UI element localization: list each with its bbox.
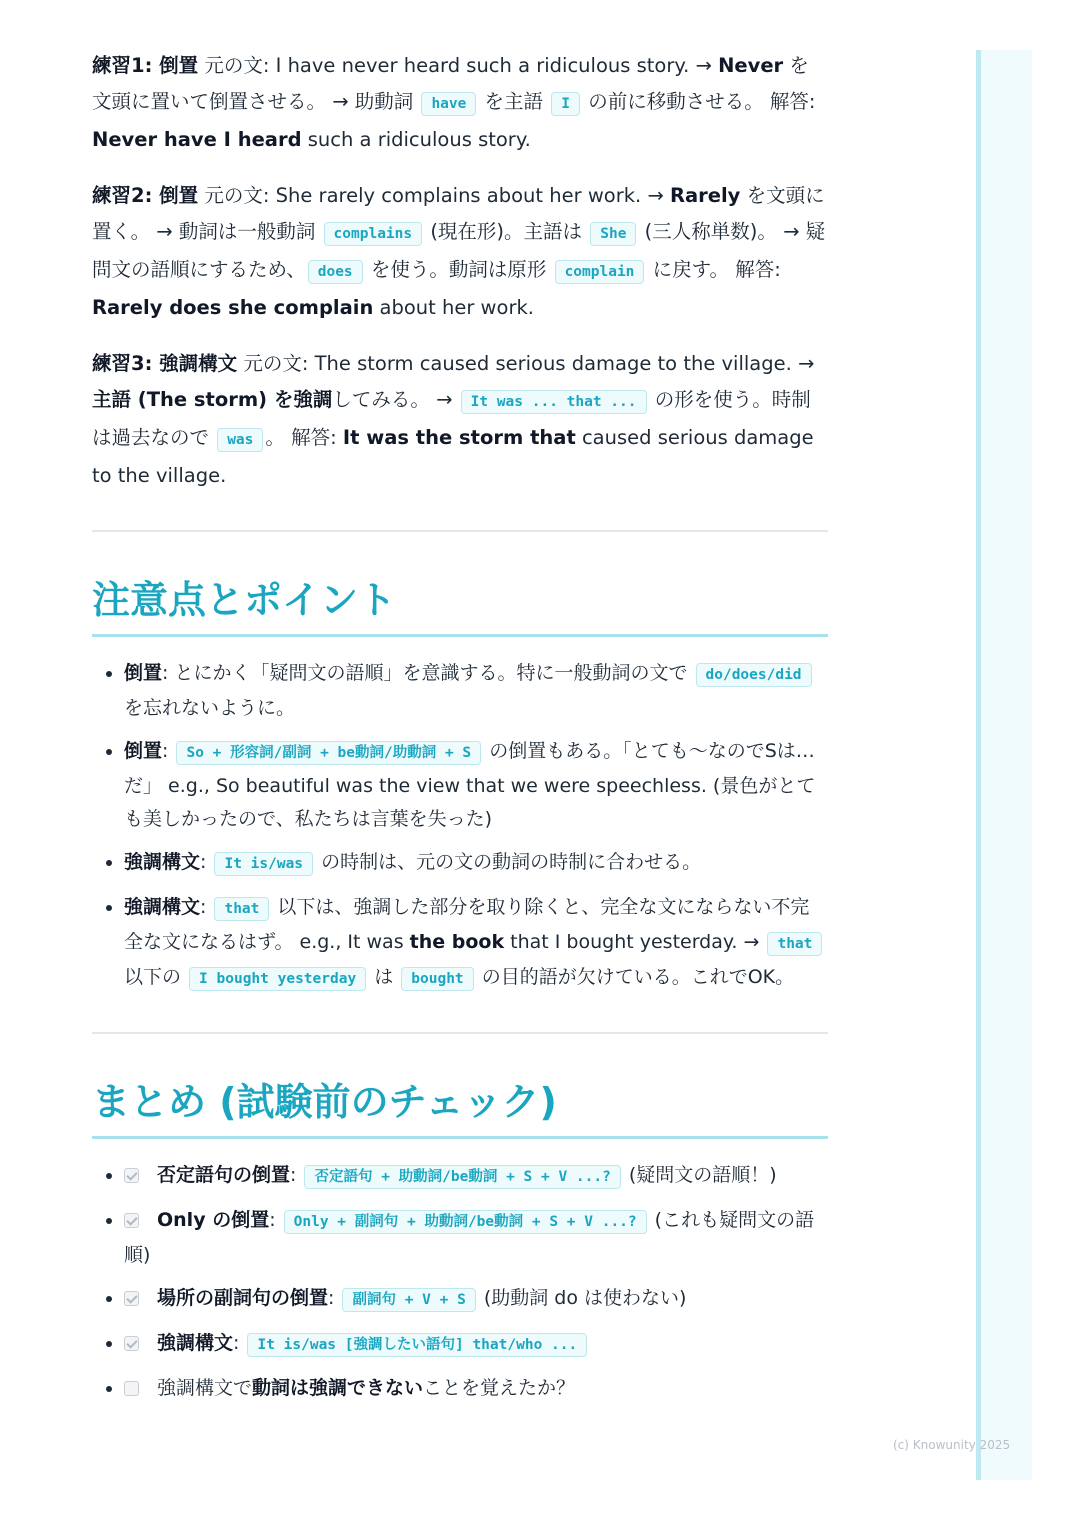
text: : [328, 1287, 341, 1309]
text: : [269, 1209, 282, 1231]
exercise-label: 練習3: 強調構文 [92, 352, 238, 375]
inline-code: 副詞句 + V + S [342, 1288, 475, 1312]
text: の形を使う。時制は過去なので [92, 388, 811, 449]
answer-bold: It was the storm that [342, 426, 576, 449]
inline-code: She [590, 222, 636, 246]
checklist-item [124, 1159, 828, 1194]
copyright-footer: (c) Knowunity 2025 [893, 1438, 1011, 1452]
text: に戻す。 解答: [646, 258, 781, 281]
text: を文頭に置いて倒置させる。 → 助動詞 [92, 54, 809, 113]
answer-bold: Never have I heard [92, 128, 302, 151]
bold-text: Never [718, 54, 784, 77]
checklist-item [124, 1204, 828, 1272]
checklist [92, 1159, 828, 1405]
section-divider [92, 1032, 828, 1034]
item-label: 強調構文 [124, 851, 201, 873]
text: 。 解答: [265, 426, 343, 449]
inline-code: So + 形容詞/副詞 + be動詞/助動詞 + S [176, 741, 481, 765]
answer-bold: Rarely does she complain [92, 296, 374, 319]
text: の時制は、元の文の動詞の時制に合わせる。 [315, 851, 702, 873]
bold-text: the book [409, 931, 505, 953]
text: を主語 [478, 90, 550, 113]
text: that I bought yesterday. → [504, 931, 766, 953]
item-label: 場所の副詞句の倒置 [157, 1287, 329, 1309]
list-item [124, 846, 828, 881]
inline-code: It is/was [強調したい語句] that/who ... [247, 1333, 587, 1357]
inline-code: that [214, 897, 269, 921]
inline-code: that [767, 932, 822, 956]
checkbox-checked[interactable] [124, 1168, 139, 1183]
inline-code: does [308, 260, 363, 284]
inline-code: was [217, 428, 263, 452]
text: (三人称単数)。 → 疑問文の語順にするため、 [92, 220, 826, 281]
section-divider [92, 530, 828, 532]
inline-code: bought [401, 967, 473, 991]
document-content [92, 48, 828, 1415]
right-sidebar-panel [976, 50, 1032, 1480]
item-label: 否定語句の倒置 [157, 1164, 291, 1186]
inline-code: have [421, 92, 476, 116]
checkbox-checked[interactable] [124, 1336, 139, 1351]
checkbox-unchecked[interactable] [124, 1381, 139, 1396]
text: such a ridiculous story. [301, 128, 531, 151]
text: の前に移動させる。 解答: [582, 90, 816, 113]
text: 以下の [124, 966, 188, 988]
inline-code: complains [324, 222, 423, 246]
text: してみる。 → [332, 388, 459, 411]
text: 元の文: The storm caused serious damage to the village. → [237, 352, 815, 375]
text: : [200, 851, 213, 873]
inline-code: It is/was [214, 852, 313, 876]
inline-code: do/does/did [696, 663, 812, 687]
text: の倒置もある。「とても〜なのでSは…だ」 e.g., So beautiful was the view that we were speechless. (景色がとても美しかったので、私たちは言葉を失った) [124, 740, 816, 830]
exercise-3 [92, 346, 828, 494]
bold-text: 主語 (The storm) を強調 [92, 388, 333, 411]
text: 元の文: I have never heard such a ridiculous story. → [198, 54, 719, 77]
exercise-label: 練習1: 倒置 [92, 54, 199, 77]
text: 強調構文で [157, 1377, 253, 1399]
text: (これも疑問文の語順) [124, 1209, 815, 1266]
points-list [92, 657, 828, 996]
text: 以下は、強調した部分を取り除くと、完全な文にならない不完全な文になるはず。 e.g., It was [124, 896, 810, 953]
exercise-2 [92, 178, 828, 326]
text: : とにかく「疑問文の語順」を意識する。特に一般動詞の文で [162, 662, 694, 684]
text: を使う。動詞は原形 [364, 258, 553, 281]
inline-code: 否定語句 + 助動詞/be動詞 + S + V ...? [304, 1165, 620, 1189]
item-label: 強調構文 [157, 1332, 234, 1354]
text: caused serious damage to the village. [92, 426, 814, 487]
text: : [290, 1164, 303, 1186]
text: : [233, 1332, 246, 1354]
checklist-item [124, 1327, 828, 1362]
list-item [124, 657, 828, 725]
checkbox-checked[interactable] [124, 1213, 139, 1228]
inline-code: I bought yesterday [189, 967, 366, 991]
list-item [124, 735, 828, 836]
text: about her work. [373, 296, 534, 319]
item-label: Only の倒置 [157, 1209, 270, 1231]
item-label: 倒置 [124, 740, 163, 762]
inline-code: It was ... that ... [461, 390, 647, 414]
item-label: 強調構文 [124, 896, 201, 918]
text: (助動詞 do は使わない) [477, 1287, 687, 1309]
text: ことを覚えたか？ [423, 1377, 576, 1399]
text: : [200, 896, 213, 918]
section-heading-points: 注意点とポイント [92, 572, 828, 637]
inline-code: Only + 副詞句 + 助動詞/be動詞 + S + V ...? [284, 1210, 647, 1234]
item-label: 倒置 [124, 662, 163, 684]
bold-text: 動詞は強調できない [252, 1377, 424, 1399]
text: : [162, 740, 175, 762]
checklist-item [124, 1282, 828, 1317]
list-item [124, 891, 828, 996]
text: を文頭に置く。 → 動詞は一般動詞 [92, 184, 825, 243]
text: (疑問文の語順！) [622, 1164, 777, 1186]
checklist-item [124, 1372, 828, 1405]
checkbox-checked[interactable] [124, 1291, 139, 1306]
bold-text: Rarely [669, 184, 741, 207]
exercise-label: 練習2: 倒置 [92, 184, 199, 207]
text: 元の文: She rarely complains about her work. → [198, 184, 670, 207]
text: を忘れないように。 [124, 697, 296, 719]
text: の目的語が欠けている。これでOK。 [475, 966, 795, 988]
inline-code: I [551, 92, 580, 116]
text: (現在形)。主語は [424, 220, 589, 243]
inline-code: complain [555, 260, 645, 284]
section-heading-summary: まとめ (試験前のチェック) [92, 1074, 828, 1139]
exercise-1 [92, 48, 828, 158]
text: は [368, 966, 400, 988]
